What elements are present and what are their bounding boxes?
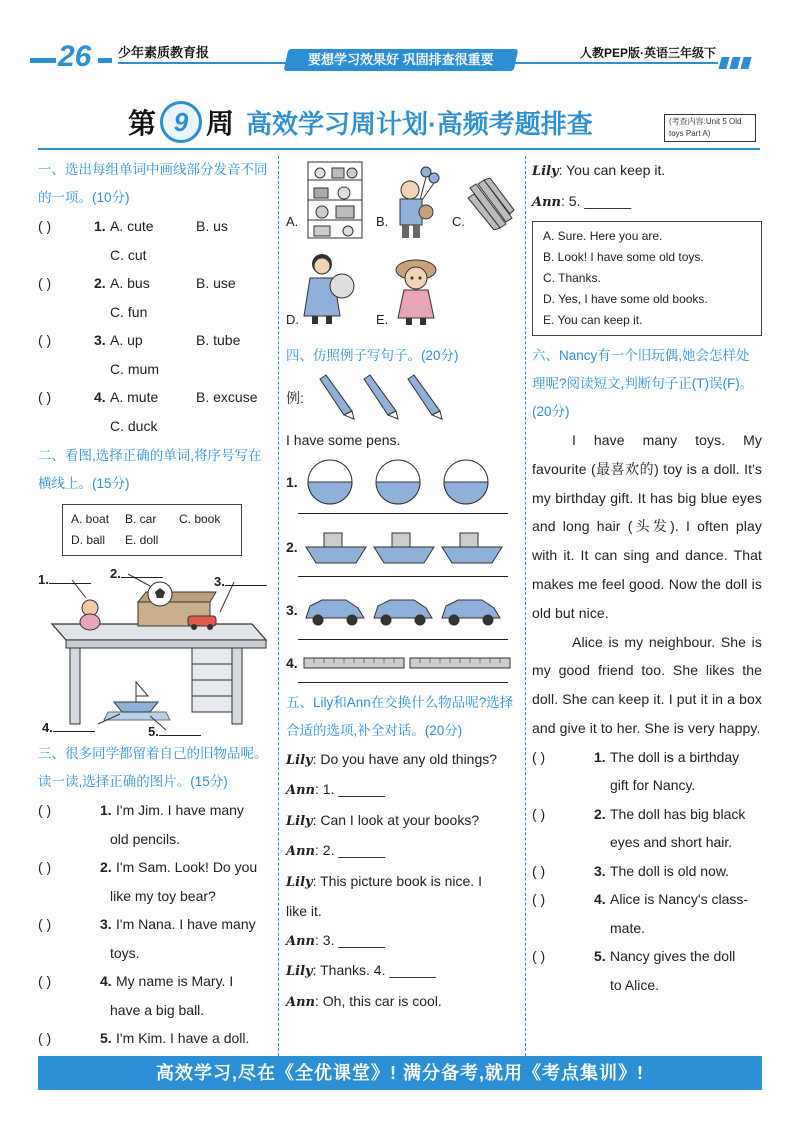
question-number: 3. <box>94 332 106 348</box>
picture-label: E. <box>376 312 389 327</box>
dialog-text: 5. ______ <box>568 192 632 209</box>
dialog-text: You can keep it. <box>566 162 666 178</box>
dialog-line: Ann: 3. ______ <box>286 931 386 949</box>
edition-label: 人教PEP版·英语三年级下 <box>580 46 717 60</box>
dialog-text: 1. ______ <box>322 781 386 797</box>
balls-icon <box>302 456 512 508</box>
answer-bracket: ( ) <box>532 748 546 765</box>
option: B. Look! I have some old toys. <box>543 250 704 264</box>
speaker: Lily <box>286 752 313 768</box>
question-text-cont: have a big ball. <box>110 1001 205 1018</box>
answer-bracket: ( ) <box>532 948 546 965</box>
question-number: 1. <box>100 802 112 818</box>
question-row <box>532 885 762 914</box>
question-number: 4. <box>94 389 106 405</box>
question-text-cont: toys. <box>110 944 140 961</box>
cars-icon <box>302 590 512 630</box>
question-text: I'm Nana. I have many <box>116 916 256 932</box>
option-a: A. cute <box>110 218 154 234</box>
answer-bracket: ( ) <box>38 973 52 989</box>
dialog-line: Lily: Thanks. 4. ______ <box>286 962 437 979</box>
rulers-icon <box>302 655 514 671</box>
option: C. book <box>179 512 221 526</box>
pencils-icon <box>466 178 516 230</box>
question-number: 5. <box>594 948 606 965</box>
section2-option-box <box>62 504 242 556</box>
section3-items <box>38 796 270 1053</box>
question-text-cont: eyes and short hair. <box>610 834 733 851</box>
slogan-banner <box>284 49 519 71</box>
option: E. doll <box>125 533 159 547</box>
answer-bracket: ( ) <box>38 389 52 405</box>
question-number: 4. <box>100 973 112 989</box>
question-number: 1. <box>94 218 106 234</box>
question-row <box>38 212 270 241</box>
dialog-part-1 <box>286 745 518 1018</box>
option: D. Yes, I have some old books. <box>543 292 708 306</box>
question-row <box>532 800 762 829</box>
answer-bracket: ( ) <box>38 275 52 291</box>
speaker: Ann <box>286 783 315 798</box>
row-number: 4. <box>286 654 298 671</box>
reading-paragraph: Alice is my neighbour. She is my good friend too. She likes the doll. She can keep it. I put it in a box and give it to her. She is very happy. <box>532 633 762 736</box>
dialog-text: 2. ______ <box>322 842 386 858</box>
question-text: The doll is old now. <box>610 862 730 879</box>
speaker: Ann <box>286 994 315 1010</box>
dialog-line: Ann: 1. ______ <box>286 781 386 798</box>
section3-pictures <box>286 156 518 342</box>
option-a: A. up <box>110 332 143 348</box>
option-a: A. bus <box>110 275 150 291</box>
section5-option-box <box>532 221 762 336</box>
column-left <box>38 156 270 1053</box>
answer-bracket: ( ) <box>532 891 546 908</box>
page-number-dash <box>98 58 112 63</box>
blank-label: 5. <box>148 722 201 739</box>
speaker: Lily <box>532 164 559 179</box>
answer-bracket: ( ) <box>38 1030 52 1046</box>
answer-line <box>298 639 508 640</box>
dialog-text: like it. <box>286 903 322 919</box>
question-text: Alice is Nancy's class- <box>610 891 749 908</box>
desk-illustration <box>38 564 270 740</box>
question-text-cont: old pencils. <box>110 830 181 847</box>
brand-name: 少年素质教育报 <box>118 45 210 60</box>
blank-label: 3. <box>214 572 267 589</box>
section1-heading: 一、选出每组单词中画线部分发音不同的一项。(10分) <box>38 162 268 205</box>
option: C. Thanks. <box>543 271 601 285</box>
blank-label: 4. <box>42 718 95 735</box>
question-number: 1. <box>594 748 606 765</box>
speaker: Ann <box>286 844 315 859</box>
question-number: 2. <box>594 805 606 822</box>
slogan-text: 要想学习效果好 巩固排查很重要 <box>308 52 494 67</box>
example-label: 例: <box>286 390 304 406</box>
question-text: I'm Kim. I have a doll. <box>116 1030 250 1046</box>
speaker: Ann <box>532 194 561 210</box>
section3-heading: 三、很多同学都留着自己的旧物品呢。读一读,选择正确的图片。(15分) <box>38 746 268 789</box>
option-c: C. fun <box>110 303 148 320</box>
speaker: Lily <box>286 964 313 979</box>
example-row <box>286 370 518 426</box>
question-row <box>532 942 762 971</box>
picture-label: D. <box>286 312 299 327</box>
row-number: 3. <box>286 601 298 618</box>
option-c: C. mum <box>110 360 159 377</box>
answer-bracket: ( ) <box>38 218 52 234</box>
page-title <box>128 100 593 144</box>
speaker: Ann <box>286 933 315 949</box>
question-row <box>38 383 270 412</box>
dialog-text: This picture book is nice. I <box>320 872 482 889</box>
option: A. Sure. Here you are. <box>543 229 663 243</box>
answer-line <box>298 682 508 683</box>
answer-bracket: ( ) <box>38 332 52 348</box>
question-row <box>38 910 270 939</box>
doll-icon <box>392 256 440 326</box>
exercise-row-2 <box>286 524 518 570</box>
title-main: 高效学习周计划·高频考题排查 <box>246 108 593 139</box>
question-text-cont: to Alice. <box>610 976 660 993</box>
question-number: 2. <box>94 275 106 291</box>
option: B. car <box>125 512 157 526</box>
boy-with-bear-icon <box>392 166 442 240</box>
option-b: B. use <box>196 275 236 291</box>
question-row <box>38 1024 270 1053</box>
question-text-cont: gift for Nancy. <box>610 777 696 794</box>
girl-with-ball-icon <box>302 252 358 324</box>
pens-icon <box>312 373 462 423</box>
exercise-row-4 <box>286 648 518 678</box>
question-row <box>38 853 270 882</box>
dialog-line: Lily: Do you have any old things? <box>286 750 498 768</box>
dialog-line: Lily: This picture book is nice. I <box>286 872 482 890</box>
question-row <box>38 967 270 996</box>
question-text: I'm Jim. I have many <box>116 802 244 818</box>
section2-heading: 二、看图,选择正确的单词,将序号写在横线上。(15分) <box>38 448 262 491</box>
title-rule <box>38 148 760 150</box>
question-number: 3. <box>594 862 606 879</box>
question-text: The doll has big black <box>610 805 746 822</box>
dialog-text: 3. ______ <box>322 931 386 948</box>
desk-scene-icon <box>38 564 270 740</box>
exercise-row-1 <box>286 455 518 509</box>
column-divider <box>525 156 526 1056</box>
question-row <box>532 743 762 772</box>
answer-bracket: ( ) <box>532 862 546 879</box>
answer-bracket: ( ) <box>38 859 52 875</box>
section6-items <box>532 743 762 1000</box>
question-number: 2. <box>100 859 112 875</box>
question-number: 5. <box>100 1030 112 1046</box>
question-row <box>38 269 270 298</box>
page-header <box>0 0 800 80</box>
week-suffix: 周 <box>206 107 235 140</box>
page-number-dash <box>30 58 56 63</box>
question-text: Nancy gives the doll <box>610 948 736 965</box>
dialog-text: Can I look at your books? <box>320 811 480 828</box>
option-b: B. tube <box>196 332 241 348</box>
example-sentence: I have some pens. <box>286 432 401 448</box>
question-number: 3. <box>100 916 112 932</box>
option-a: A. mute <box>110 389 159 405</box>
column-right <box>532 156 762 999</box>
section4-heading: 四、仿照例子写句子。(20分) <box>286 348 459 363</box>
question-text: The doll is a birthday <box>610 748 740 765</box>
question-text-cont: like my toy bear? <box>110 887 216 904</box>
option-b: B. excuse <box>196 389 258 405</box>
dialog-line: Ann: 5. ______ <box>532 192 632 210</box>
question-row <box>38 796 270 825</box>
question-row <box>38 326 270 355</box>
column-middle <box>286 156 518 1017</box>
answer-line <box>298 576 508 577</box>
section1-items <box>38 212 270 440</box>
question-row <box>532 857 762 886</box>
column-divider <box>278 156 279 1056</box>
row-number: 1. <box>286 473 298 490</box>
option-c: C. cut <box>110 246 147 263</box>
answer-line <box>298 513 508 514</box>
speaker: Lily <box>286 813 313 829</box>
option-c: C. duck <box>110 417 158 434</box>
toy-shelf-icon <box>304 160 366 240</box>
dialog-line: Lily: You can keep it. <box>532 162 666 179</box>
footer-banner: 高效学习,尽在《全优课堂》! 满分备考,就用《考点集训》! <box>38 1056 762 1090</box>
dialog-line: Lily: Can I look at your books? <box>286 811 480 829</box>
exam-scope-box: (考查内容:Unit 5 Old toys Part A) <box>664 114 756 142</box>
blank-label: 2. <box>110 564 163 581</box>
answer-bracket: ( ) <box>38 802 52 818</box>
dialog-text: Thanks. 4. ______ <box>320 962 437 978</box>
picture-label: B. <box>376 214 389 229</box>
dialog-line: Ann: 2. ______ <box>286 842 386 859</box>
dialog-part-2 <box>532 156 762 217</box>
decorative-stripes <box>720 56 753 74</box>
blank-label: 1. <box>38 570 91 587</box>
section6-heading: 六、Nancy有一个旧玩偶,她会怎样处理呢?阅读短文,判断句子正(T)误(F)。(20分) <box>532 348 754 419</box>
picture-label: C. <box>452 214 465 229</box>
dialog-text: Do you have any old things? <box>320 750 498 767</box>
section5-heading: 五、Lily和Ann在交换什么物品呢?选择合适的选项,补全对话。(20分) <box>286 694 514 738</box>
dialog-text: Oh, this car is cool. <box>322 992 442 1009</box>
reading-paragraph: I have many toys. My favourite (最喜欢的) toy is a doll. It's my birthday gift. It has big blue eyes and long hair (头发). I often play with it. It can sing and dance. That makes me feel good. Now the doll is old but nice. <box>532 432 762 621</box>
option-b: B. us <box>196 218 228 234</box>
option: D. ball <box>71 533 106 547</box>
week-number-badge: 9 <box>160 101 202 143</box>
option: A. boat <box>71 512 110 526</box>
picture-label: A. <box>286 214 299 229</box>
option: E. You can keep it. <box>543 313 643 327</box>
question-number: 4. <box>594 891 606 908</box>
dialog-line <box>286 897 518 926</box>
exercise-row-3 <box>286 587 518 633</box>
dialog-line: Ann: Oh, this car is cool. <box>286 992 442 1010</box>
answer-bracket: ( ) <box>532 805 546 822</box>
week-prefix: 第 <box>128 107 157 140</box>
question-text: My name is Mary. I <box>116 973 234 989</box>
row-number: 2. <box>286 538 298 555</box>
boats-icon <box>302 525 512 569</box>
question-text-cont: mate. <box>610 919 646 936</box>
speaker: Lily <box>286 874 313 890</box>
answer-bracket: ( ) <box>38 916 52 932</box>
page-number: 26 <box>58 40 92 73</box>
question-text: I'm Sam. Look! Do you <box>116 859 258 875</box>
